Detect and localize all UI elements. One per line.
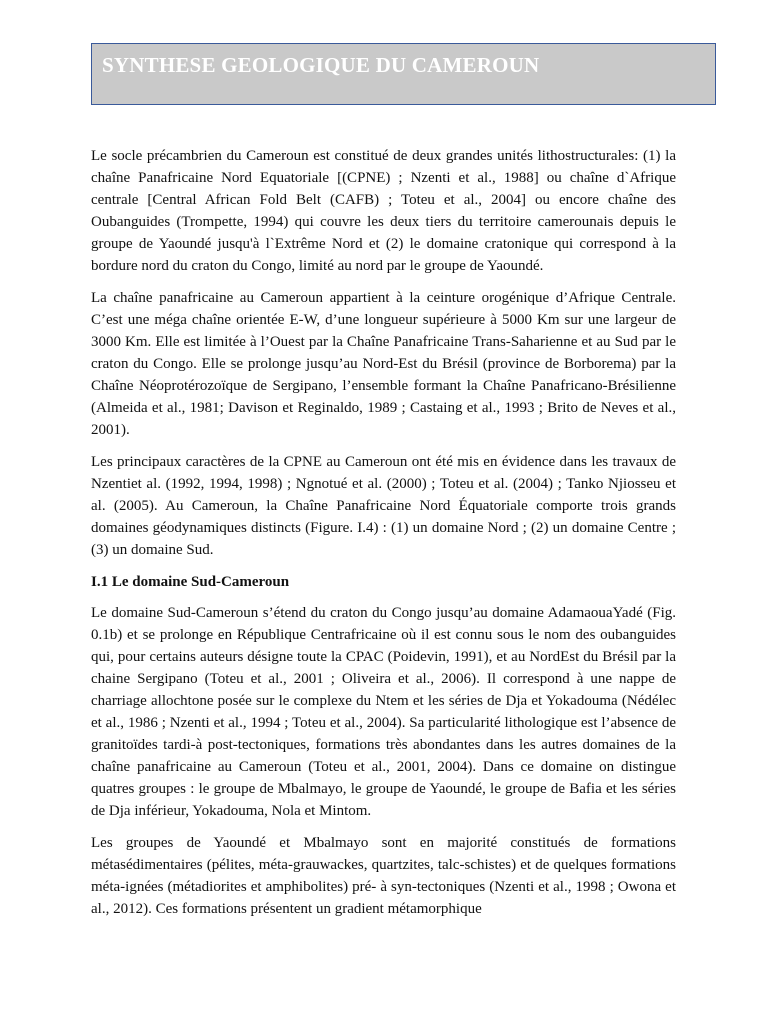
- paragraph-intro: Le socle précambrien du Cameroun est constitué de deux grandes unités lithostructurales: (1) la chaîne Panafricaine Nord Equatoriale [(CPNE) ; Nzenti et al., 1988] ou chaîne d`Afrique centrale [Central African Fold Belt (CAFB) ; Toteu et al., 2004] ou encore chaîne des Oubanguides (Trompette, 1994) qui couvre les deux tiers du territoire camerounais depuis le groupe de Yaoundé jusqu'à l`Extrême Nord et (2) le domaine cratonique qui correspond à la bordure nord du craton du Congo, limité au nord par le groupe de Yaoundé.: [91, 148, 676, 274]
- section-heading: I.1 Le domaine Sud-Cameroun: [91, 574, 290, 590]
- title-banner: [91, 43, 716, 105]
- paragraph-cpne-characteristics: Les principaux caractères de la CPNE au Cameroun ont été mis en évidence dans les travaux de Nzentiet al. (1992, 1994, 1998) ; Ngnotué et al. (2000) ; Toteu et al. (2004) ; Tanko Njiosseu et al. (2005). Au Cameroun, la Chaîne Panafricaine Nord Équatoriale comporte trois grands domaines géodynamiques distincts (Figure. I.4) : (1) un domaine Nord ; (2) un domaine Centre ; (3) un domaine Sud.: [91, 454, 676, 558]
- paragraph-panafrican-chain: La chaîne panafricaine au Cameroun appartient à la ceinture orogénique d’Afrique Centrale. C’est une méga chaîne orientée E-W, d’une longueur supérieure à 5000 Km sur une largeur de 3000 Km. Elle est limitée à l’Ouest par la Chaîne Panafricaine Trans-Saharienne et au Sud par le craton du Congo. Elle se prolonge jusqu’au Nord-Est du Brésil (province de Borborema) par la Chaîne Néoprotérozoïque de Sergipano, l’ensemble formant la Chaîne Panafricano-Brésilienne (Almeida et al., 1981; Davison et Reginaldo, 1989 ; Castaing et al., 1993 ; Brito de Neves et al., 2001).: [91, 290, 676, 438]
- document-title: SYNTHESE GEOLOGIQUE DU CAMEROUN: [102, 53, 540, 77]
- paragraph-sud-cameroun: Le domaine Sud-Cameroun s’étend du craton du Congo jusqu’au domaine AdamaouaYadé (Fig. 0.1b) et se prolonge en République Centrafricaine où il est connu sous le nom des oubanguides qui, pour certains auteurs désigne toute la CPAC (Poidevin, 1991), et au NordEst du Brésil par la chaine Sergipano (Toteu et al., 2001 ; Oliveira et al., 2006). Il correspond à une nappe de charriage allochtone posée sur le complexe du Ntem et les séries de Dja et Yokadouma (Nédélec et al., 1986 ; Nzenti et al., 1994 ; Toteu et al., 2004). Sa particularité lithologique est l’absence de granitoïdes tardi-à post-tectoniques, formations très abondantes dans les autres domaines de la chaîne panafricaine au Cameroun (Toteu et al., 2001, 2004). Dans ce domaine on distingue quatres groupes : le groupe de Mbalmayo, le groupe de Yaoundé, le groupe de Bafia et les séries de Dja inférieur, Yokadouma, Nola et Mintom.: [91, 605, 676, 819]
- document-body: [91, 145, 676, 930]
- paragraph-yaounde-mbalmayo: Les groupes de Yaoundé et Mbalmayo sont en majorité constitués de formations métasédimentaires (pélites, méta-grauwackes, quartzites, talc-schistes) et de quelques formations méta-ignées (métadiorites et amphibolites) pré- à syn-tectoniques (Nzenti et al., 1998 ; Owona et al., 2012). Ces formations présentent un gradient métamorphique: [91, 835, 676, 917]
